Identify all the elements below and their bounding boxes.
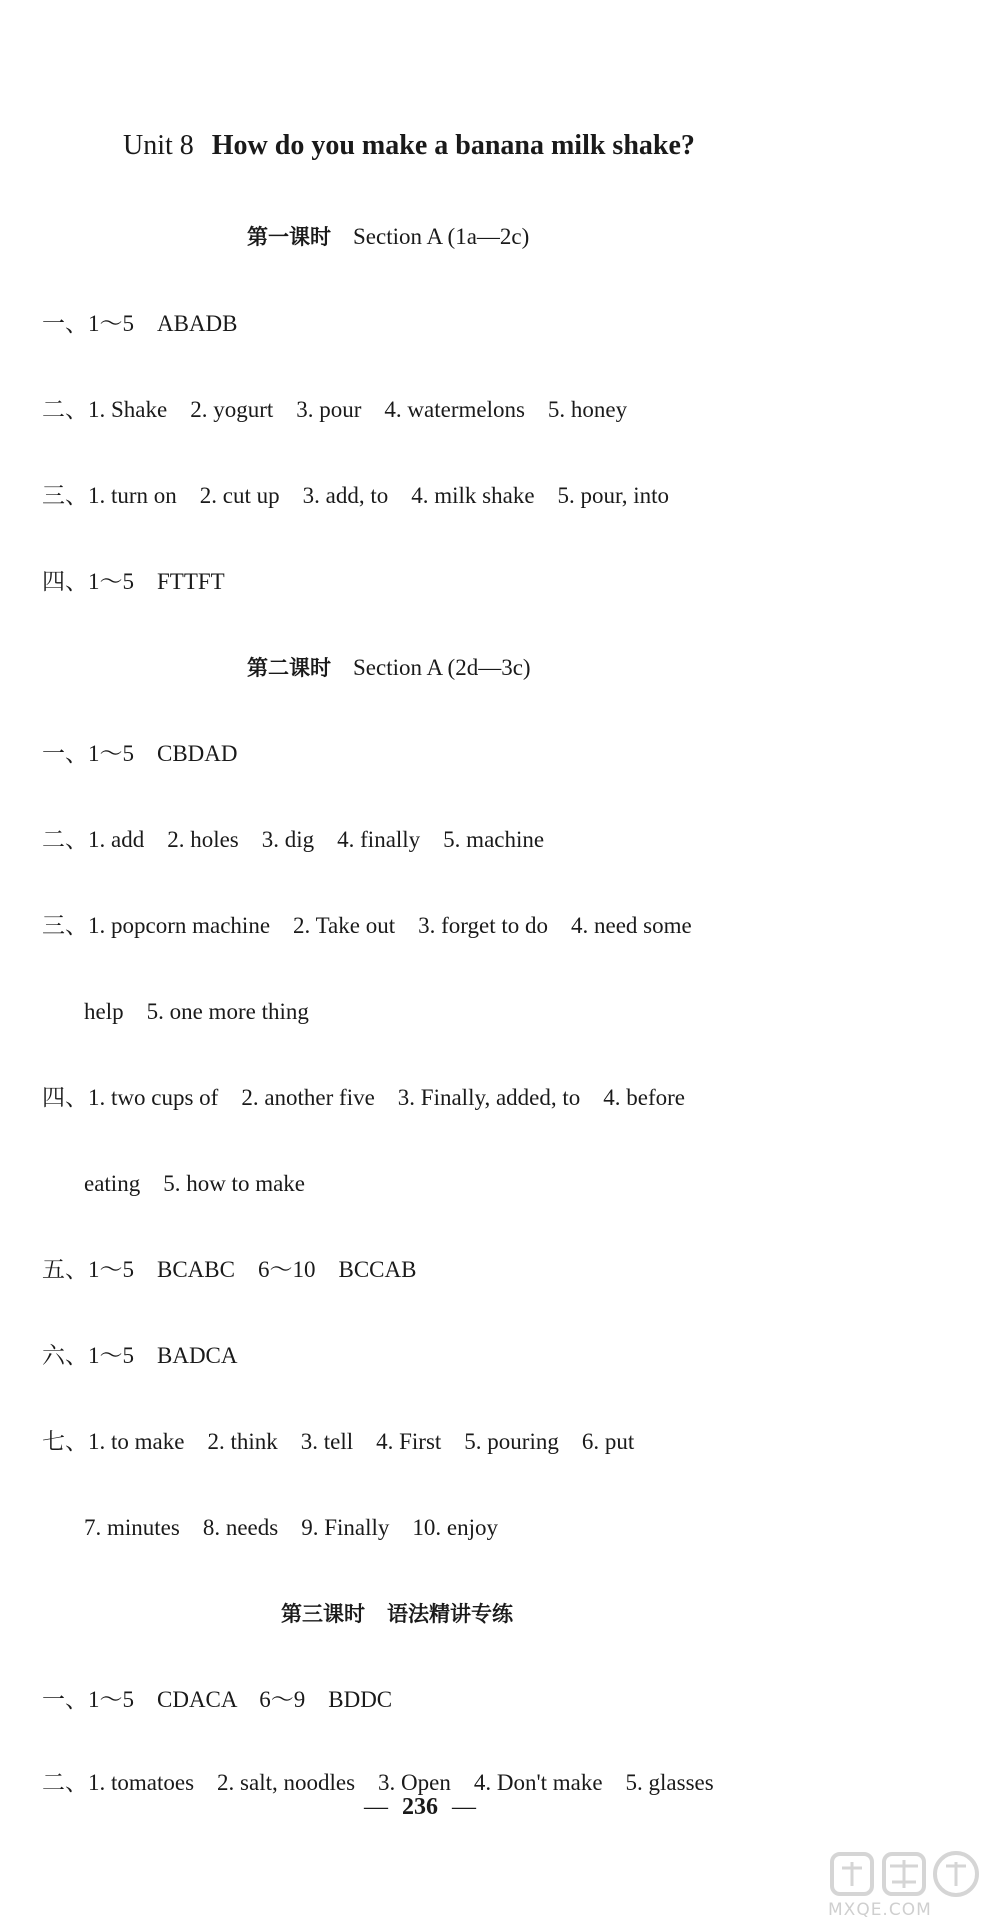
answer-line: 二、1. Shake 2. yogurt 3. pour 4. watermelons 5. honey <box>42 397 628 422</box>
section-heading-cn: 第三课时 <box>281 1602 365 1626</box>
answer-line: 四、1～5 FTTFT <box>42 569 225 594</box>
section-heading-topic: 语法精讲专练 <box>387 1602 513 1626</box>
unit-label: Unit 8 <box>123 130 194 161</box>
unit-title <box>123 128 695 164</box>
answer-line: 三、1. popcorn machine 2. Take out 3. forget to do 4. need some <box>42 913 692 938</box>
page-number <box>350 1792 490 1822</box>
answer-line-continued: help 5. one more thing <box>84 999 309 1024</box>
answer-line: 二、1. add 2. holes 3. dig 4. finally 5. machine <box>42 827 545 852</box>
answer-line: 五、1～5 BCABC 6～10 BCCAB <box>42 1257 417 1282</box>
watermark-site: MXQE.COM <box>828 1900 932 1920</box>
section-heading-cn: 第一课时 <box>247 225 331 249</box>
answer-line: 七、1. to make 2. think 3. tell 4. First 5. pouring 6. put <box>42 1429 635 1454</box>
watermark-logo <box>828 1848 988 1923</box>
page-number-value: 236 <box>402 1794 438 1820</box>
section-heading-2 <box>247 653 531 683</box>
section-heading-3 <box>281 1599 513 1629</box>
section-heading-en: Section A (1a—2c) <box>353 224 530 249</box>
answer-line-continued: 7. minutes 8. needs 9. Finally 10. enjoy <box>84 1515 498 1540</box>
answer-line: 一、1～5 CBDAD <box>42 741 238 766</box>
page-dash-right: — <box>452 1794 476 1820</box>
unit-title-text: How do you make a banana milk shake? <box>211 130 695 161</box>
answer-line: 六、1～5 BADCA <box>42 1343 238 1368</box>
section-heading-1 <box>247 222 529 252</box>
answer-line: 三、1. turn on 2. cut up 3. add, to 4. milk shake 5. pour, into <box>42 483 670 508</box>
answer-line: 一、1～5 CDACA 6～9 BDDC <box>42 1687 393 1712</box>
section-heading-en: Section A (2d—3c) <box>353 655 531 680</box>
watermark-glyphs-icon <box>828 1848 988 1900</box>
answer-line: 四、1. two cups of 2. another five 3. Finally, added, to 4. before <box>42 1085 686 1110</box>
section-heading-cn: 第二课时 <box>247 656 331 680</box>
answer-line: 一、1～5 ABADB <box>42 311 238 336</box>
page-dash-left: — <box>364 1794 388 1820</box>
answer-line: 二、1. tomatoes 2. salt, noodles 3. Open 4. Don't make 5. glasses <box>42 1770 714 1795</box>
answer-line-continued: eating 5. how to make <box>84 1171 306 1196</box>
